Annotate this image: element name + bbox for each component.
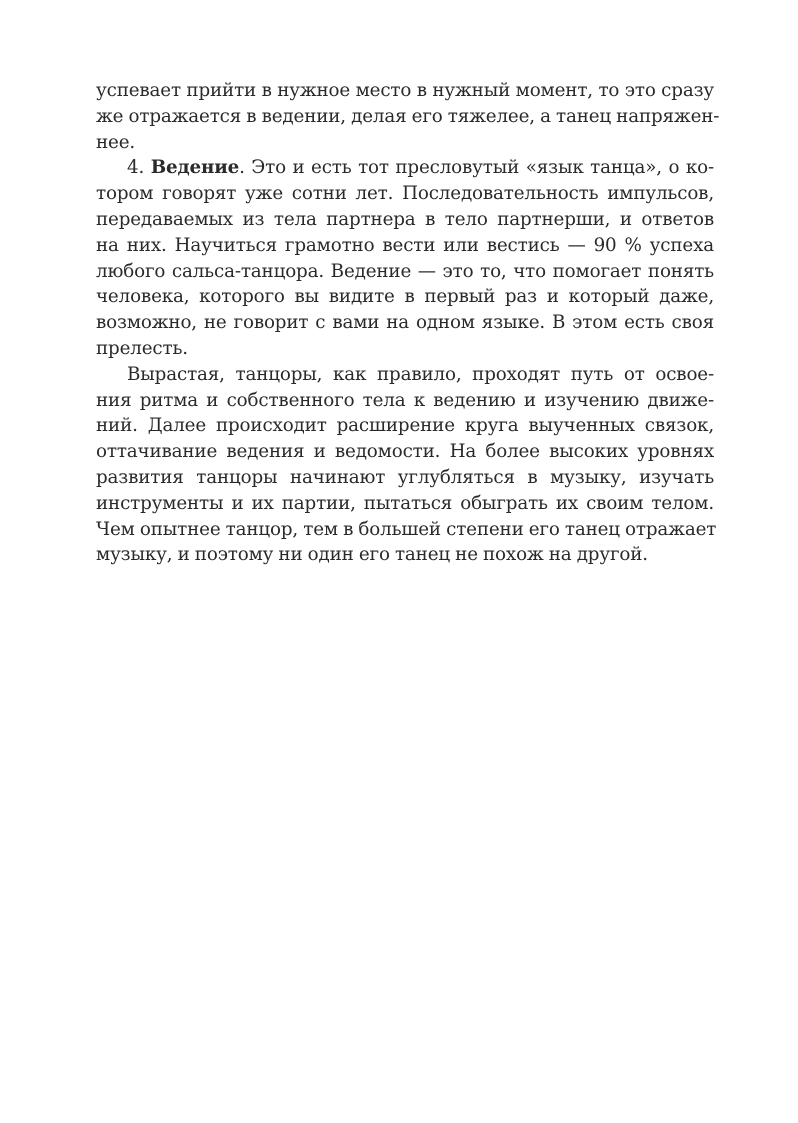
- text-line: же отражается в ведении, делая его тяжелее, а танец напряжен-: [96, 105, 720, 127]
- page-body: [96, 78, 720, 568]
- text-line: нее.: [96, 131, 136, 153]
- text-fragment: . Это и есть тот пресловутый «язык танца», о ко-: [239, 157, 714, 179]
- text-line: Чем опытнее танцор, тем в большей степени его танец отражает: [96, 518, 717, 540]
- text-line: музыку, и поэтому ни один его танец не похож на другой.: [96, 544, 648, 566]
- text-line: Вырастая, танцоры, как правило, проходят путь от освое-: [127, 363, 714, 385]
- text-line: инструменты и их партии, пытаться обыграть их своим телом.: [96, 492, 714, 514]
- text-line: передаваемых из тела партнера в тело партнерши, и ответов: [96, 208, 714, 230]
- text-line: возможно, не говорит с вами на одном языке. В этом есть своя: [96, 312, 714, 334]
- paragraph-1: [96, 78, 720, 155]
- text-line: тором говорят уже сотни лет. Последовательность импульсов,: [96, 183, 714, 205]
- paragraph-first-line: [96, 155, 714, 181]
- text-line: любого сальса-танцора. Ведение — это то, что помогает понять: [96, 260, 714, 282]
- paragraph-2: [96, 155, 714, 361]
- section-heading: Ведение: [150, 157, 240, 179]
- text-line: ний. Далее происходит расширение круга выученных связок,: [96, 415, 714, 437]
- text-line: успевает прийти в нужное место в нужный момент, то это сразу: [96, 80, 714, 101]
- text-line: на них. Научиться грамотно вести или вестись — 90 % успеха: [96, 234, 714, 256]
- text-line: оттачивание ведения и ведомости. На более высоких уровнях: [96, 441, 714, 463]
- text-line: прелесть.: [96, 337, 188, 359]
- text-line: человека, которого вы видите в первый раз и который даже,: [96, 286, 714, 308]
- item-number: 4.: [127, 157, 145, 179]
- paragraph-3: [96, 362, 717, 568]
- text-line: ния ритма и собственного тела к ведению и изучению движе-: [96, 389, 714, 411]
- text-line: развития танцоры начинают углубляться в музыку, изучать: [96, 466, 714, 488]
